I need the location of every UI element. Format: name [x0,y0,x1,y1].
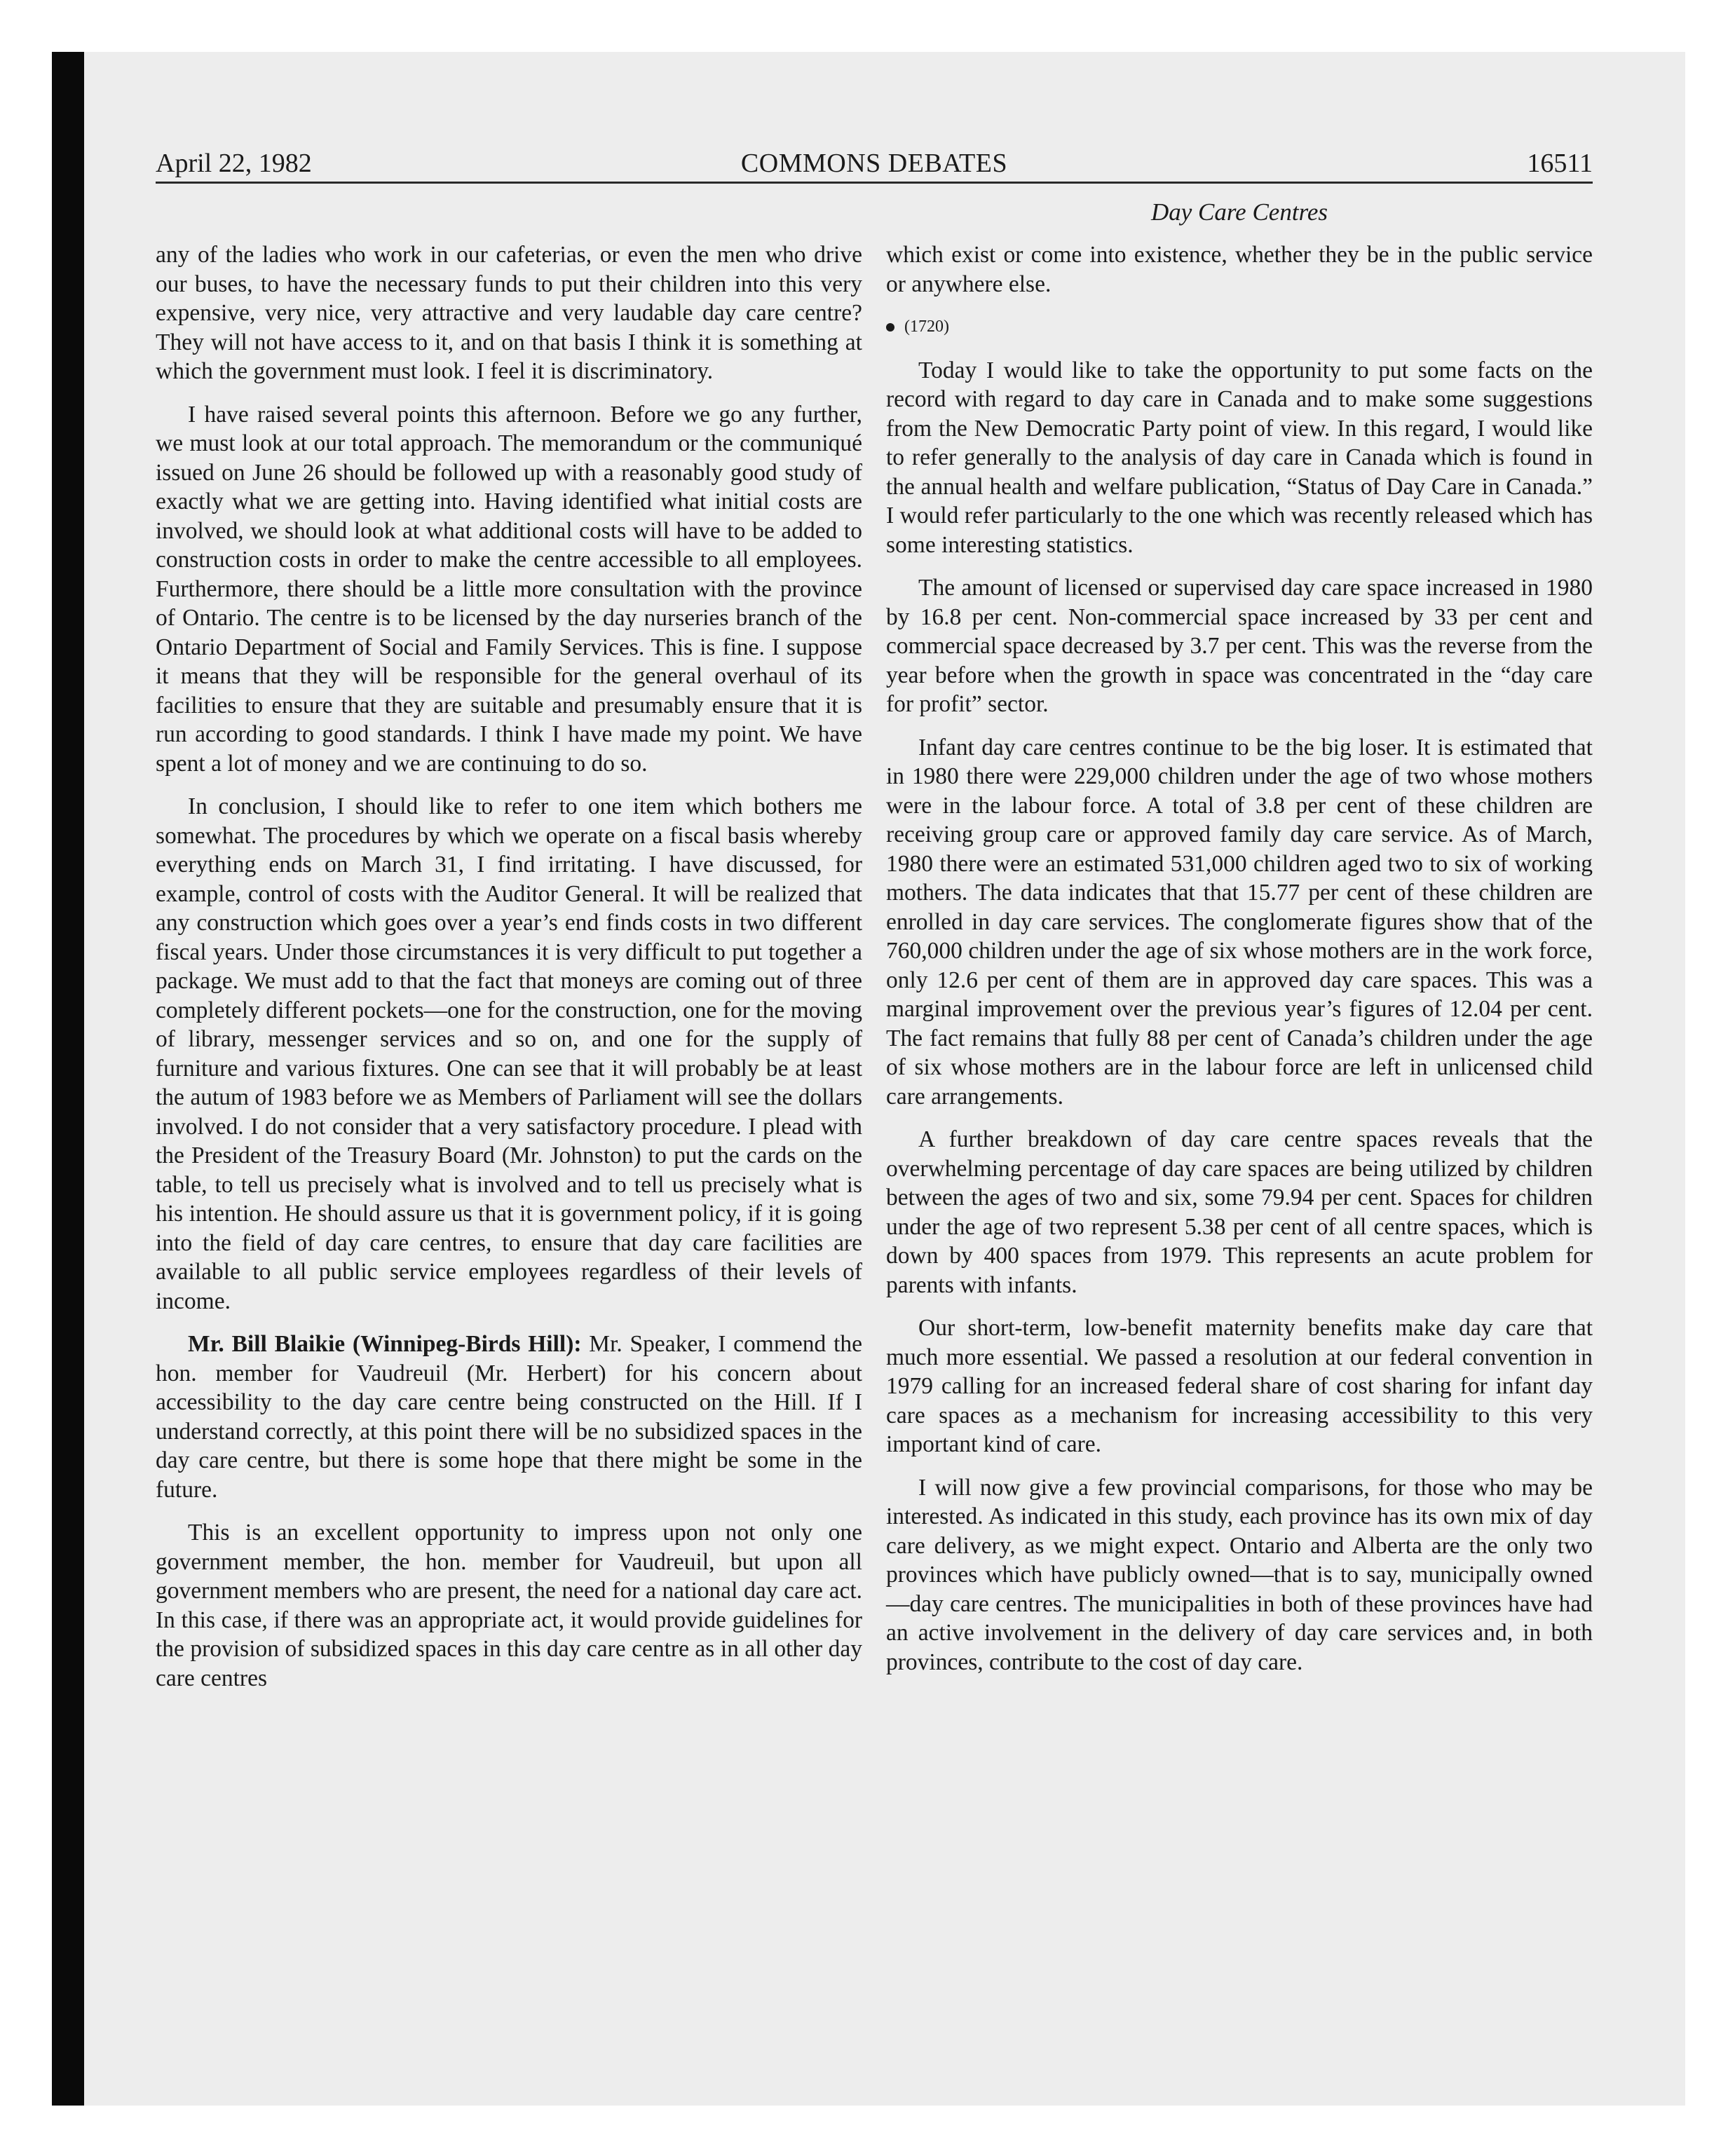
section-subheader: Day Care Centres [1150,198,1328,226]
paragraph: The amount of licensed or supervised day care space increased in 1980 by 16.8 per cent. Non-commercial space increased by 33 per cent and commercial space decreased by 3.7 per cent. This was the reverse from the year before when the growth in space was concentrated in the “day care for profit” sector. [886,575,1593,717]
speech-text: Mr. Speaker, I commend the hon. member for Vaudreuil (Mr. Herbert) for his concern about accessibility to the day care centre being constructed on the Hill. If I understand correctly, at this point there will be no subsidized spaces in the day care centre, but there is some hope that there might be some in the future. [156,1331,862,1503]
paragraph: A further breakdown of day care centre spaces reveals that the overwhelming percentage of day care spaces are being utilized by children between the ages of two and six, some 79.94 per cent. Spaces for children under the age of two represent 5.38 per cent of all centre spaces, which is down by 400 spaces from 1979. This represents an acute problem for parents with infants. [886,1126,1593,1298]
left-column [156,240,862,1707]
scan-edge-bar [52,52,84,2106]
paragraph: I will now give a few provincial comparisons, for those who may be interested. As indicated in this study, each province has its own mix of day care delivery, as we might expect. Ontario and Alberta are the only two provinces which have publicly owned—that is to say, municipally owned—day care centres. The municipalities in both of these provinces have had an active involvement in the delivery of day care services and, in both provinces, contribute to the cost of day care. [886,1474,1593,1675]
paragraph: Today I would like to take the opportunity to put some facts on the record with regard to day care in Canada and to make some suggestions from the New Democratic Party point of view. In this regard, I would like to refer generally to the analysis of day care in Canada which is found in the annual health and welfare publication, “Status of Day Care in Canada.” I would refer particularly to the one which was recently released which has some interesting statistics. [886,357,1593,558]
paragraph: In conclusion, I should like to refer to one item which bothers me somewhat. The procedures by which we operate on a fiscal basis whereby everything ends on March 31, I find irritating. I have discussed, for example, control of costs with the Auditor General. It will be realized that any construction which goes over a year’s end finds costs in two different fiscal years. Under those circumstances it is very difficult to put together a package. We must add to that the fact that moneys are coming out of three completely different pockets—one for the construction, one for the moving of library, messenger services and so on, and one for the supply of furniture and various fixtures. One can see that it will probably be at least the autum of 1983 before we as Members of Parliament will see the dollars involved. I do not consider that a very satisfactory procedure. I plead with the President of the Treasury Board (Mr. Johnston) to put the cards on the table, to tell us precisely what is involved and to tell us precisely what is his intention. He should assure us that it is government policy, if it is going into the field of day care centres, to ensure that day care facilities are available to all public service employees regardless of their levels of income. [156,793,862,1314]
right-column [886,240,1593,1691]
document-page [156,144,1593,1691]
paragraph: Infant day care centres continue to be the big loser. It is estimated that in 1980 there were 229,000 children under the age of two whose mothers were in the labour force. A total of 3.8 per cent of these children are receiving group care or approved family day care service. As of March, 1980 there were an estimated 531,000 children aged two to six of working mothers. The data indicates that that 15.77 per cent of these children are enrolled in day care services. The conglomerate figures show that of the 760,000 children under the age of six whose mothers are in the work force, only 12.6 per cent of them are in approved day care spaces. This was a marginal improvement over the previous year’s figures of 12.04 per cent. The fact remains that fully 88 per cent of Canada’s children under the age of six whose mothers are in the labour force are left in unlicensed child care arrangements. [886,734,1593,1110]
paragraph: I have raised several points this afternoon. Before we go any further, we must look at our total approach. The memorandum or the communiqué issued on June 26 should be followed up with a reasonably good study of exactly what we are getting into. Having identified what initial costs are involved, we should look at what additional costs will have to be added to construction costs in order to make the centre accessible to all employees. Furthermore, there should be a little more consultation with the province of Ontario. The centre is to be licensed by the day nurseries branch of the Ontario Department of Social and Family Services. This is fine. I suppose it means that they will be responsible for the general overhaul of its facilities to ensure that they are suitable and presumably ensure that it is run according to good standards. I think I have made my point. We have spent a lot of money and we are continuing to do so. [156,401,862,777]
paragraph: any of the ladies who work in our cafeterias, or even the men who drive our buses, to have the necessary funds to put their children into this very expensive, very nice, very attractive and very laudable day care centre? They will not have access to it, and on that basis I think it is something at which the government must look. I feel it is discriminatory. [156,242,862,384]
paragraph: This is an excellent opportunity to impress upon not only one government member, the hon. member for Vaudreuil, but upon all government members who are present, the need for a national day care act. In this case, if there was an appropriate act, it would provide guidelines for the provision of subsidized spaces in this day care centre as in all other day care centres [156,1520,862,1691]
header-page-number: 16511 [1527,149,1593,178]
paragraph: Our short-term, low-benefit maternity benefits make day care that much more essential. We passed a resolution at our federal convention in 1979 calling for an increased federal share of cost sharing for infant day care spaces as a mechanism for increasing accessibility to this very important kind of care. [886,1315,1593,1457]
speaker-paragraph [156,1330,862,1504]
header-date: April 22, 1982 [156,149,312,178]
timestamp-marker [886,313,1593,342]
bullet-icon [886,323,894,332]
header-title: COMMONS DEBATES [740,149,1008,178]
paragraph: which exist or come into existence, whether they be in the public service or anywhere else. [886,242,1593,297]
page-header [156,144,1593,184]
timestamp-text: (1720) [904,318,949,336]
speaker-name: Mr. Bill Blaikie (Winnipeg-Birds Hill): [188,1331,582,1357]
